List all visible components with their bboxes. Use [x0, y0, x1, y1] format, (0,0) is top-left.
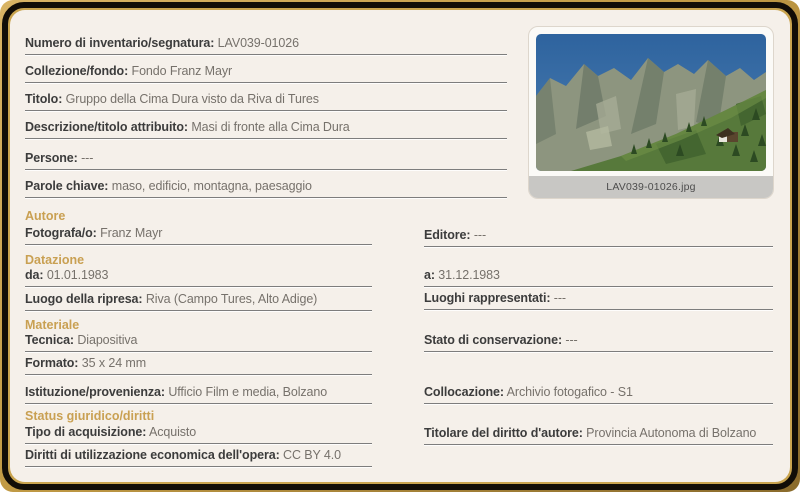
field-value: 01.01.1983: [46, 268, 109, 282]
field-tipo-acquisizione: [25, 425, 372, 444]
field-luoghi-rappresentati: [424, 291, 773, 310]
field-value: Archivio fotogafico - S1: [506, 385, 633, 399]
field-label: Persone:: [25, 151, 78, 165]
field-istituzione: [25, 385, 372, 404]
photo-thumbnail-card[interactable]: [528, 26, 774, 199]
field-value: Franz Mayr: [100, 226, 163, 240]
field-value: 35 x 24 mm: [81, 356, 147, 370]
field-titolare-diritto: [424, 426, 773, 445]
field-label: Fotografa/o:: [25, 226, 97, 240]
field-diritti-utilizzazione: [25, 448, 372, 467]
field-label: Istituzione/provenienza:: [25, 385, 165, 399]
field-value: Gruppo della Cima Dura visto da Riva di Tures: [65, 92, 319, 106]
field-label: Formato:: [25, 356, 79, 370]
field-parole-chiave: [25, 179, 507, 198]
field-descrizione: [25, 120, 507, 139]
field-stato-conservazione: [424, 333, 773, 352]
field-label: da:: [25, 268, 44, 282]
field-value: LAV039-01026: [217, 36, 299, 50]
section-autore: Autore: [25, 209, 66, 223]
section-status-giuridico: Status giuridico/diritti: [25, 409, 155, 423]
photo-filename: LAV039-01026.jpg: [529, 176, 773, 198]
field-titolo: [25, 92, 507, 111]
field-label: Luogo della ripresa:: [25, 292, 143, 306]
field-formato: [25, 356, 372, 375]
field-collocazione: [424, 385, 773, 404]
field-label: Descrizione/titolo attribuito:: [25, 120, 188, 134]
section-datazione: Datazione: [25, 253, 85, 267]
field-label: Titolare del diritto d'autore:: [424, 426, 583, 440]
field-value: Provincia Autonoma di Bolzano: [586, 426, 757, 440]
field-collezione: [25, 64, 507, 83]
field-value: ---: [81, 151, 94, 165]
field-value: ---: [473, 228, 487, 242]
field-label: Collocazione:: [424, 385, 504, 399]
field-fotografo: [25, 226, 372, 245]
field-label: Parole chiave:: [25, 179, 109, 193]
field-value: Diapositiva: [77, 333, 138, 347]
field-label: Numero di inventario/segnatura:: [25, 36, 215, 50]
field-label: Luoghi rappresentati:: [424, 291, 551, 305]
field-label: Stato di conservazione:: [424, 333, 563, 347]
field-value: Ufficio Film e media, Bolzano: [168, 385, 328, 399]
field-value: Riva (Campo Tures, Alto Adige): [145, 292, 318, 306]
field-persone: [25, 151, 507, 170]
field-label: Tipo di acquisizione:: [25, 425, 147, 439]
field-value: 31.12.1983: [438, 268, 500, 282]
field-value: Masi di fronte alla Cima Dura: [191, 120, 350, 134]
field-editore: [424, 228, 773, 247]
field-label: Collezione/fondo:: [25, 64, 129, 78]
field-value: maso, edificio, montagna, paesaggio: [111, 179, 312, 193]
field-label: Editore:: [424, 228, 471, 242]
field-label: Titolo:: [25, 92, 63, 106]
field-value: CC BY 4.0: [283, 448, 341, 462]
field-label: Diritti di utilizzazione economica dell'opera:: [25, 448, 280, 462]
section-materiale: Materiale: [25, 318, 80, 332]
field-luogo-ripresa: [25, 292, 372, 311]
field-label: a:: [424, 268, 435, 282]
field-value: ---: [565, 333, 578, 347]
field-value: ---: [553, 291, 566, 305]
field-data-da: [25, 268, 372, 287]
photo-thumbnail[interactable]: [536, 34, 766, 171]
field-value: Fondo Franz Mayr: [131, 64, 233, 78]
field-tecnica: [25, 333, 372, 352]
field-data-a: [424, 268, 773, 287]
field-label: Tecnica:: [25, 333, 74, 347]
field-numero-inventario: [25, 36, 507, 55]
field-value: Acquisto: [148, 425, 197, 439]
